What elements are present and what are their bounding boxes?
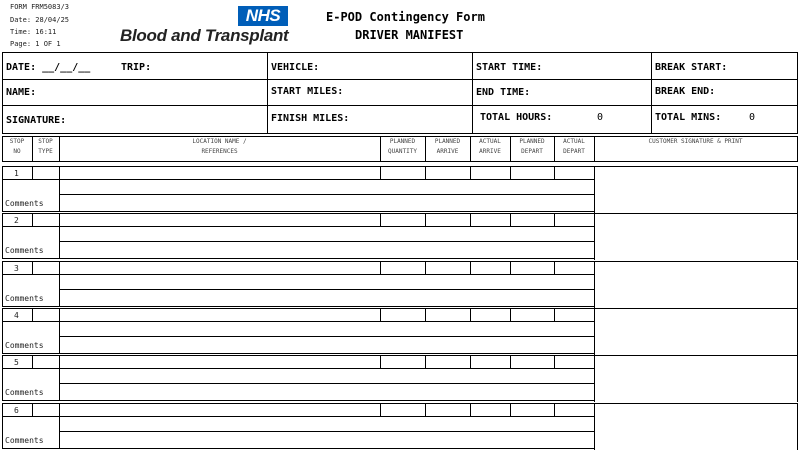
comments-label: Comments [5,199,44,208]
row-cell-divider [554,308,555,321]
info-border-top [2,52,798,53]
row-cell-divider [425,166,426,179]
col-location [59,137,380,157]
comments-label: Comments [5,436,44,445]
form-title: E-POD Contingency Form [326,10,485,24]
stop-number: 6 [14,406,19,415]
row-cell-divider [32,261,33,274]
customer-signature-field[interactable] [595,309,797,353]
row-cell-divider [425,213,426,226]
customer-signature-field[interactable] [595,214,797,258]
location-input[interactable] [60,309,380,321]
info-row-divider-2 [2,105,798,106]
row-bottom-line [2,258,594,259]
header-divider [797,136,798,161]
comments-input[interactable] [60,417,594,447]
row-cell-divider [425,308,426,321]
row-left-border [2,213,3,258]
stop-number: 3 [14,264,19,273]
page-count: Page: 1 OF 1 [10,40,61,48]
col-actual-arrive-line2: ARRIVE [479,148,501,155]
row-cell-divider [510,403,511,416]
row-right-border [797,166,798,213]
total-mins-value: 0 [749,112,756,123]
break-start-field[interactable]: BREAK START: [655,62,728,73]
col-planned-arrive [425,137,470,157]
row-bottom-line [2,400,594,401]
row-cell-divider [470,308,471,321]
stop-number: 5 [14,358,19,367]
row-cell-divider [554,261,555,274]
row-cell-divider [32,355,33,368]
row-left-border [2,308,3,353]
row-cell-divider [554,213,555,226]
row-cell-divider [380,355,381,368]
col-location-line1: LOCATION NAME / [192,138,247,145]
stop-number: 1 [14,169,19,178]
stop-number: 2 [14,216,19,225]
total-mins-label: TOTAL MINS: [655,112,722,123]
row-cell-divider [380,213,381,226]
col-actual-depart-line2: DEPART [563,148,585,155]
comments-label: Comments [5,388,44,397]
customer-signature-field[interactable] [595,167,797,211]
info-col-divider-3 [651,52,652,133]
row-cell-divider [510,213,511,226]
print-date: Date: 28/04/25 [10,16,70,24]
info-border-bottom [2,133,798,134]
name-field[interactable]: NAME: [6,87,37,98]
row-cell-divider [470,403,471,416]
row-cell-divider [510,308,511,321]
row-cell-divider [380,308,381,321]
row-cell-divider [425,261,426,274]
location-input[interactable] [60,214,380,226]
row-cell-divider [32,166,33,179]
col-planned-arrive-line2: ARRIVE [436,148,459,155]
col-stop-no-line2: NO [13,148,21,155]
row-left-border [2,403,3,448]
row-cell-divider [470,166,471,179]
location-input[interactable] [60,356,380,368]
row-cell-divider [510,166,511,179]
nhs-logo: NHS [238,6,288,26]
row-bottom-line [2,353,594,354]
row-right-border [797,213,798,260]
col-planned-depart-line1: PLANNED [519,138,545,145]
col-stop-type-line1: STOP [38,138,53,145]
col-customer-signature-line1: CUSTOMER SIGNATURE & PRINT [648,138,743,145]
row-cell-divider [380,261,381,274]
total-hours-value: 0 [597,112,604,123]
col-stop-type [32,137,59,157]
row-cell-divider [554,166,555,179]
customer-signature-field[interactable] [595,356,797,400]
trip-field[interactable]: TRIP: [121,62,152,73]
row-cell-divider [470,213,471,226]
start-time-field[interactable]: START TIME: [476,62,543,73]
row-cell-divider [32,308,33,321]
row-cell-divider [32,213,33,226]
comments-input[interactable] [60,369,594,399]
info-border-right [797,52,798,133]
info-col-divider-1 [267,52,268,133]
row-cell-divider [380,403,381,416]
col-planned-depart [510,137,554,157]
col-planned-quantity [380,137,425,157]
row-right-border [797,403,798,450]
info-col-divider-2 [472,52,473,133]
col-planned-arrive-line1: PLANNED [434,138,461,145]
row-bottom-line [2,306,594,307]
row-cell-divider [510,355,511,368]
row-cell-divider [32,403,33,416]
col-actual-depart [554,137,594,157]
comments-input[interactable] [60,322,594,352]
row-bottom-line [2,448,594,449]
header-border-bottom [2,161,798,162]
row-cell-divider [470,355,471,368]
customer-signature-field[interactable] [595,404,797,448]
col-planned-quantity-line1: PLANNED [389,138,416,145]
col-planned-quantity-line2: QUANTITY [388,148,417,155]
row-right-border [797,261,798,308]
signature-field[interactable]: SIGNATURE: [6,115,67,126]
row-cell-divider [470,261,471,274]
form-subtitle: DRIVER MANIFEST [355,28,464,42]
col-customer-signature [594,137,797,147]
stop-number: 4 [14,311,19,320]
location-input[interactable] [60,262,380,274]
row-left-border [2,261,3,306]
row-right-border [797,355,798,402]
col-actual-arrive [470,137,510,157]
comments-input[interactable] [60,180,594,210]
col-stop-no [2,137,32,157]
finish-miles-field[interactable]: FINISH MILES: [271,113,350,124]
vehicle-field[interactable]: VEHICLE: [271,62,320,73]
col-stop-no-line1: STOP [9,138,25,145]
date-field[interactable]: DATE: __/__/__ [6,62,91,73]
location-input[interactable] [60,167,380,179]
comments-label: Comments [5,294,44,303]
row-cell-divider [510,261,511,274]
info-row-divider-1 [2,79,798,80]
row-bottom-line [2,211,594,212]
location-input[interactable] [60,404,380,416]
col-actual-depart-line1: ACTUAL [563,138,585,145]
col-stop-type-line2: TYPE [38,148,53,155]
row-cell-divider [554,403,555,416]
end-time-field[interactable]: END TIME: [476,87,531,98]
total-hours-label: TOTAL HOURS: [480,112,553,123]
break-end-field[interactable]: BREAK END: [655,86,716,97]
row-right-border [797,308,798,355]
form-code: FORM FRM5083/3 [10,3,70,11]
print-time: Time: 16:11 [10,28,57,36]
col-location-line2: REFERENCES [201,148,238,155]
brand-name: Blood and Transplant [120,26,289,45]
col-actual-arrive-line1: ACTUAL [479,138,501,145]
start-miles-field[interactable]: START MILES: [271,86,344,97]
row-left-border [2,166,3,211]
customer-signature-field[interactable] [595,262,797,306]
info-border-left [2,52,3,133]
row-cell-divider [425,355,426,368]
comments-label: Comments [5,246,44,255]
comments-input[interactable] [60,275,594,305]
comments-input[interactable] [60,227,594,257]
comments-label: Comments [5,341,44,350]
row-left-border [2,355,3,400]
row-cell-divider [425,403,426,416]
row-cell-divider [380,166,381,179]
col-planned-depart-line2: DEPART [521,148,543,155]
row-cell-divider [554,355,555,368]
